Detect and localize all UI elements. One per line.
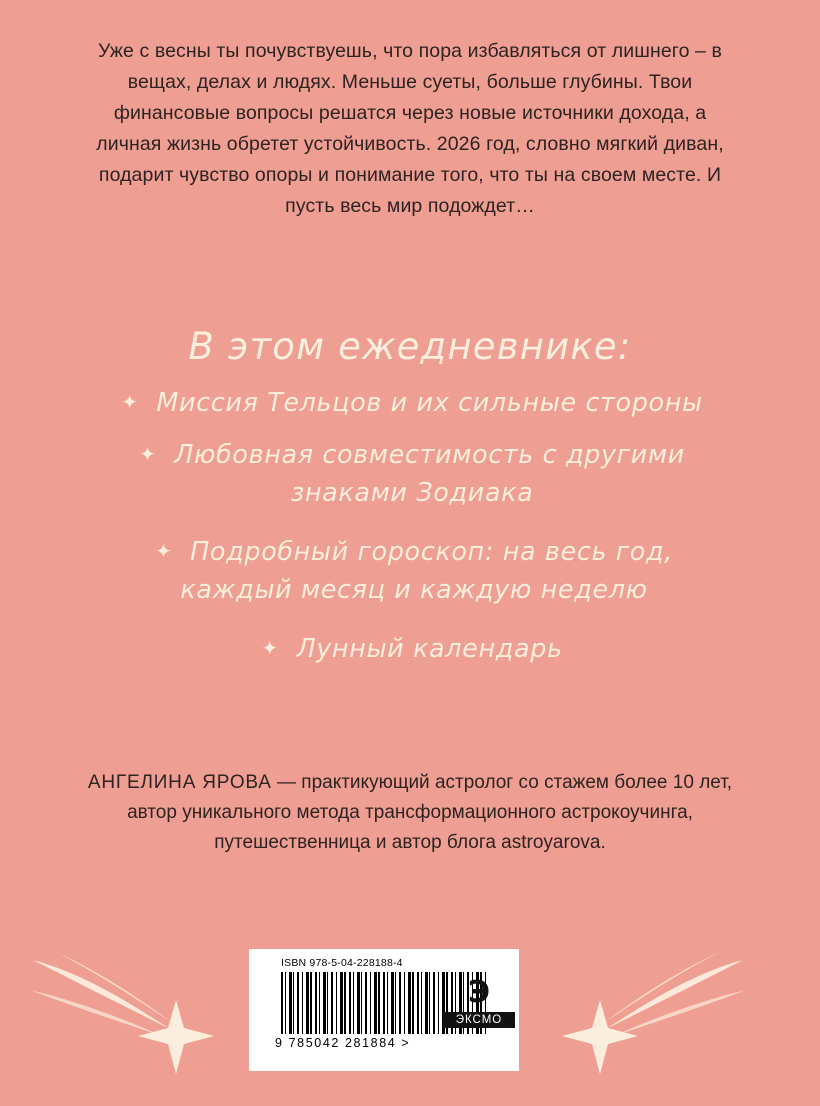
list-item-label: Лунный календарь bbox=[296, 634, 563, 664]
comet-right-decoration bbox=[548, 950, 748, 1080]
sparkle-icon: ✦ bbox=[139, 442, 157, 466]
author-bio: — практикующий астролог со стажем более 10 лет, автор уникального метода трансформационного астрокоучинга, путешественница и автор блога astroyarova. bbox=[127, 772, 733, 853]
list-item bbox=[70, 385, 754, 423]
author-block bbox=[78, 768, 742, 858]
sparkle-icon: ✦ bbox=[155, 539, 173, 563]
list-item-label: Любовная совместимость с другими знаками Зодиака bbox=[174, 440, 685, 508]
barcode-digits: 9 785042 281884 > bbox=[275, 1036, 411, 1050]
list-item bbox=[100, 437, 724, 512]
list-item-label: Миссия Тельцов и их сильные стороны bbox=[156, 388, 703, 418]
isbn-label: ISBN 978-5-04-228188-4 bbox=[281, 957, 403, 969]
author-name: АНГЕЛИНА ЯРОВА bbox=[87, 772, 272, 793]
list-item bbox=[70, 631, 754, 669]
features-list bbox=[50, 385, 770, 683]
sparkle-icon: ✦ bbox=[261, 636, 279, 660]
features-heading: В этом ежедневнике: bbox=[188, 325, 632, 368]
intro-paragraph: Уже с весны ты почувствуешь, что пора избавляться от лишнего – в вещах, делах и людях. Меньше суеты, больше глубины. Твои финансовые вопросы решатся через новые источники дохода, а личная жизнь обретет устойчивость. 2026 год, словно мягкий диван, подарит чувство опоры и понимание того, что ты на своем месте. И пусть весь мир подождет… bbox=[96, 40, 724, 217]
sparkle-icon: ✦ bbox=[121, 390, 139, 414]
publisher-logo bbox=[443, 975, 515, 1028]
comet-left-decoration bbox=[28, 950, 218, 1080]
publisher-name: ЭКСМО bbox=[443, 1012, 515, 1028]
publisher-mark-icon: Э bbox=[467, 975, 491, 1010]
list-item bbox=[92, 534, 736, 609]
list-item-label: Подробный гороскоп: на весь год, каждый месяц и каждую неделю bbox=[180, 537, 673, 605]
